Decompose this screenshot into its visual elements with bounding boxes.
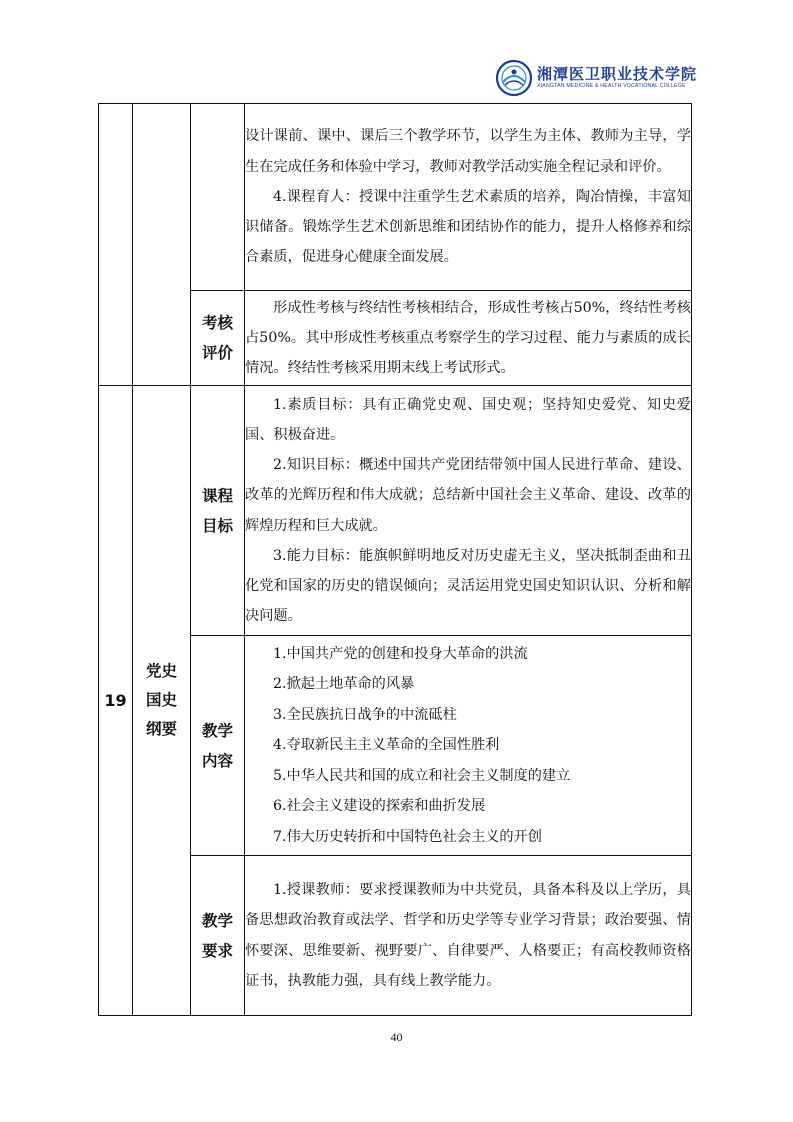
course-name: 党史国史纲要 xyxy=(133,386,191,1016)
requirements-cell xyxy=(245,856,692,1016)
content-item: 6.社会主义建设的探索和曲折发展 xyxy=(273,798,486,815)
content-item: 2.掀起土地革命的风暴 xyxy=(273,676,415,693)
course-number: 19 xyxy=(99,386,133,1016)
curriculum-table xyxy=(98,103,692,1016)
prev-label-cell xyxy=(191,104,245,291)
requirements-paragraph: 4.课程育人：授课中注重学生艺术素质的培养，陶冶情操，丰富知识储备。锻炼学生艺术创新思维和团结协作的能力，提升人格修养和综合素质，促进身心健康全面发展。 xyxy=(245,188,691,266)
requirements-paragraph: 1.授课教师：要求授课教师为中共党员，具备本科及以上学历，具备思想政治教育或法学、哲学和历史学等专业学习背景；政治要强、情怀要深、思维要新、视野要广、自律要严、人格要正；有高校教师资格证书，执教能力强，具有线上教学能力。 xyxy=(245,882,691,989)
objectives-cell xyxy=(245,386,692,636)
objectives-label: 课程目标 xyxy=(191,386,245,636)
objective-item: 3.能力目标：能旗帜鲜明地反对历史虚无主义，坚决抵制歪曲和丑化党和国家的历史的错误倾向；灵活运用党史国史知识认识、分析和解决问题。 xyxy=(245,547,691,625)
prev-name-cell xyxy=(133,104,191,386)
content-cell xyxy=(245,636,692,856)
content-item: 4.夺取新民主主义革命的全国性胜利 xyxy=(273,737,500,754)
table-row xyxy=(99,104,692,291)
assessment-cell xyxy=(245,291,692,386)
page-number: 40 xyxy=(390,1030,403,1044)
assessment-label: 考核评价 xyxy=(191,291,245,386)
content-label: 教学内容 xyxy=(191,636,245,856)
objective-item: 2.知识目标：概述中国共产党团结带领中国人民进行革命、建设、改革的光辉历程和伟大成就；总结新中国社会主义革命、建设、改革的辉煌历程和巨大成就。 xyxy=(245,457,691,534)
content-item: 1.中国共产党的创建和投身大革命的洪流 xyxy=(273,645,528,662)
content-item: 5.中华人民共和国的成立和社会主义制度的建立 xyxy=(273,767,571,784)
table-row xyxy=(99,386,692,636)
prev-requirements-cell xyxy=(245,104,692,291)
content-item: 7.伟大历史转折和中国特色社会主义的开创 xyxy=(273,828,542,845)
objective-item: 1.素质目标：具有正确党史观、国史观；坚持知史爱党、知史爱国、积极奋进。 xyxy=(245,396,691,443)
prev-number-cell xyxy=(99,104,133,386)
college-name-logo: 湘潭医卫职业技术学院 xyxy=(537,65,698,83)
assessment-paragraph: 形成性考核与终结性考核相结合，形成性考核占50%，终结性考核占50%。其中形成性考核重点考察学生的学习过程、能力与素质的成长情况。终结性考核采用期末线上考试形式。 xyxy=(245,299,691,377)
requirements-label: 教学要求 xyxy=(191,856,245,1016)
college-name-english: XIANGTAN MEDICINE & HEALTH VOCATIONAL COLLEGE xyxy=(537,83,686,89)
requirements-paragraph: 设计课前、课中、课后三个教学环节，以学生为主体、教师为主导，学生在完成任务和体验中学习，教师对教学活动实施全程记录和评价。 xyxy=(245,128,691,175)
content-item: 3.全民族抗日战争的中流砥柱 xyxy=(273,706,457,723)
